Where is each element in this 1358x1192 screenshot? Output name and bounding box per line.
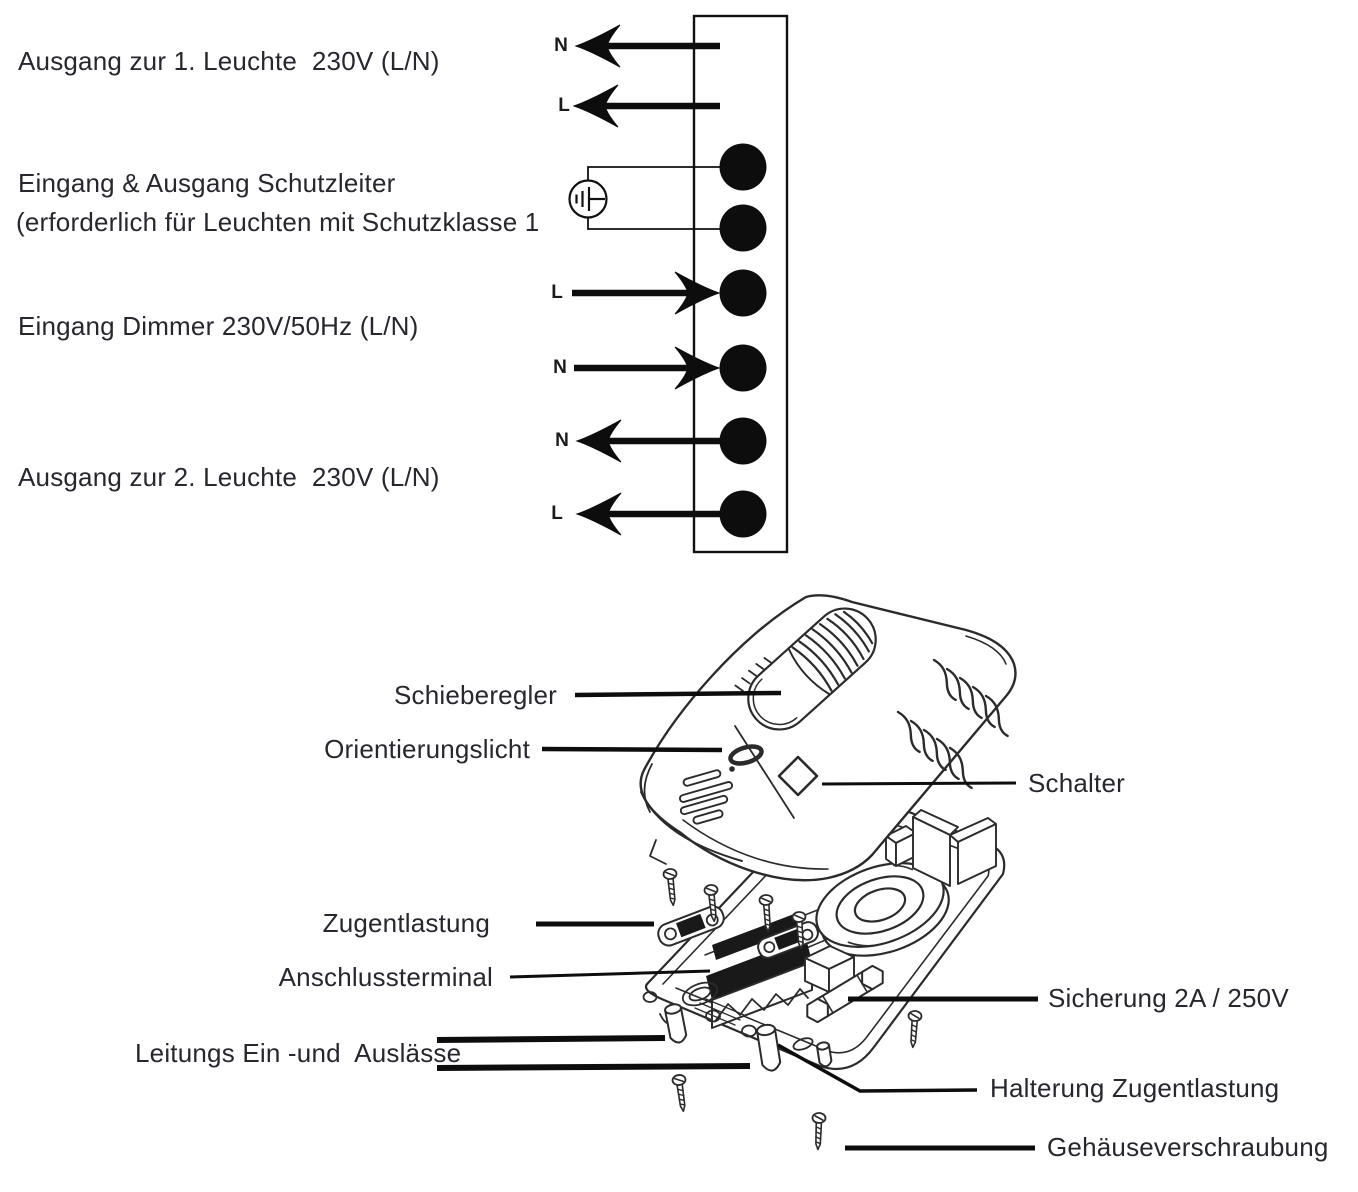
leader-leitungs-1	[437, 1038, 665, 1040]
terminal-contacts	[720, 144, 767, 538]
callout-gehaeuse: Gehäuseverschraubung	[1047, 1132, 1329, 1162]
orientation-light-dot	[729, 766, 735, 772]
terminal-letter-n2: N	[553, 357, 567, 378]
callout-schieberegler: Schieberegler	[393, 680, 557, 710]
annotation-schutzleiter: Eingang & Ausgang Schutzleiter	[18, 168, 396, 198]
terminal-letter-n1: N	[554, 35, 568, 56]
callout-halterung: Halterung Zugentlastung	[990, 1073, 1280, 1103]
leader-schieberegler	[575, 693, 781, 695]
terminal-letter-n3: N	[555, 430, 569, 451]
wire-arrow-out-l2	[577, 493, 743, 535]
leader-leitungs-2	[437, 1066, 750, 1068]
earth-connector-lines	[588, 167, 741, 229]
wire-arrow-out-n2	[577, 420, 743, 462]
annotation-schutzklasse: (erforderlich für Leuchten mit Schutzklasse 1	[16, 207, 540, 237]
wire-arrow-in-n	[574, 347, 719, 389]
wire-arrow-in-l	[572, 272, 719, 314]
callout-anschlussterminal: Anschlussterminal	[278, 962, 493, 992]
annotation-ausgang-1: Ausgang zur 1. Leuchte 230V (L/N)	[18, 46, 440, 76]
annotation-eingang-dimmer: Eingang Dimmer 230V/50Hz (L/N)	[18, 311, 419, 341]
wire-arrow-out-n1	[576, 25, 720, 67]
callout-schalter: Schalter	[1028, 768, 1125, 798]
leader-orientierungslicht	[542, 749, 722, 750]
callout-leitungs: Leitungs Ein -und Auslässe	[135, 1038, 462, 1068]
protective-earth-icon	[570, 181, 607, 218]
callout-sicherung: Sicherung 2A / 250V	[1048, 983, 1289, 1013]
callout-orientierungslicht: Orientierungslicht	[324, 734, 530, 764]
wire-arrow-out-l1	[574, 85, 720, 127]
terminal-letter-l1: L	[558, 95, 570, 116]
leader-schalter	[822, 783, 1016, 784]
terminal-strip-diagram	[570, 16, 788, 552]
callout-zugentlastung: Zugentlastung	[322, 908, 490, 938]
annotation-ausgang-2: Ausgang zur 2. Leuchte 230V (L/N)	[18, 462, 440, 492]
terminal-letter-l2: L	[551, 282, 563, 303]
wire-arrows	[572, 25, 743, 535]
terminal-letter-l3: L	[551, 503, 563, 524]
